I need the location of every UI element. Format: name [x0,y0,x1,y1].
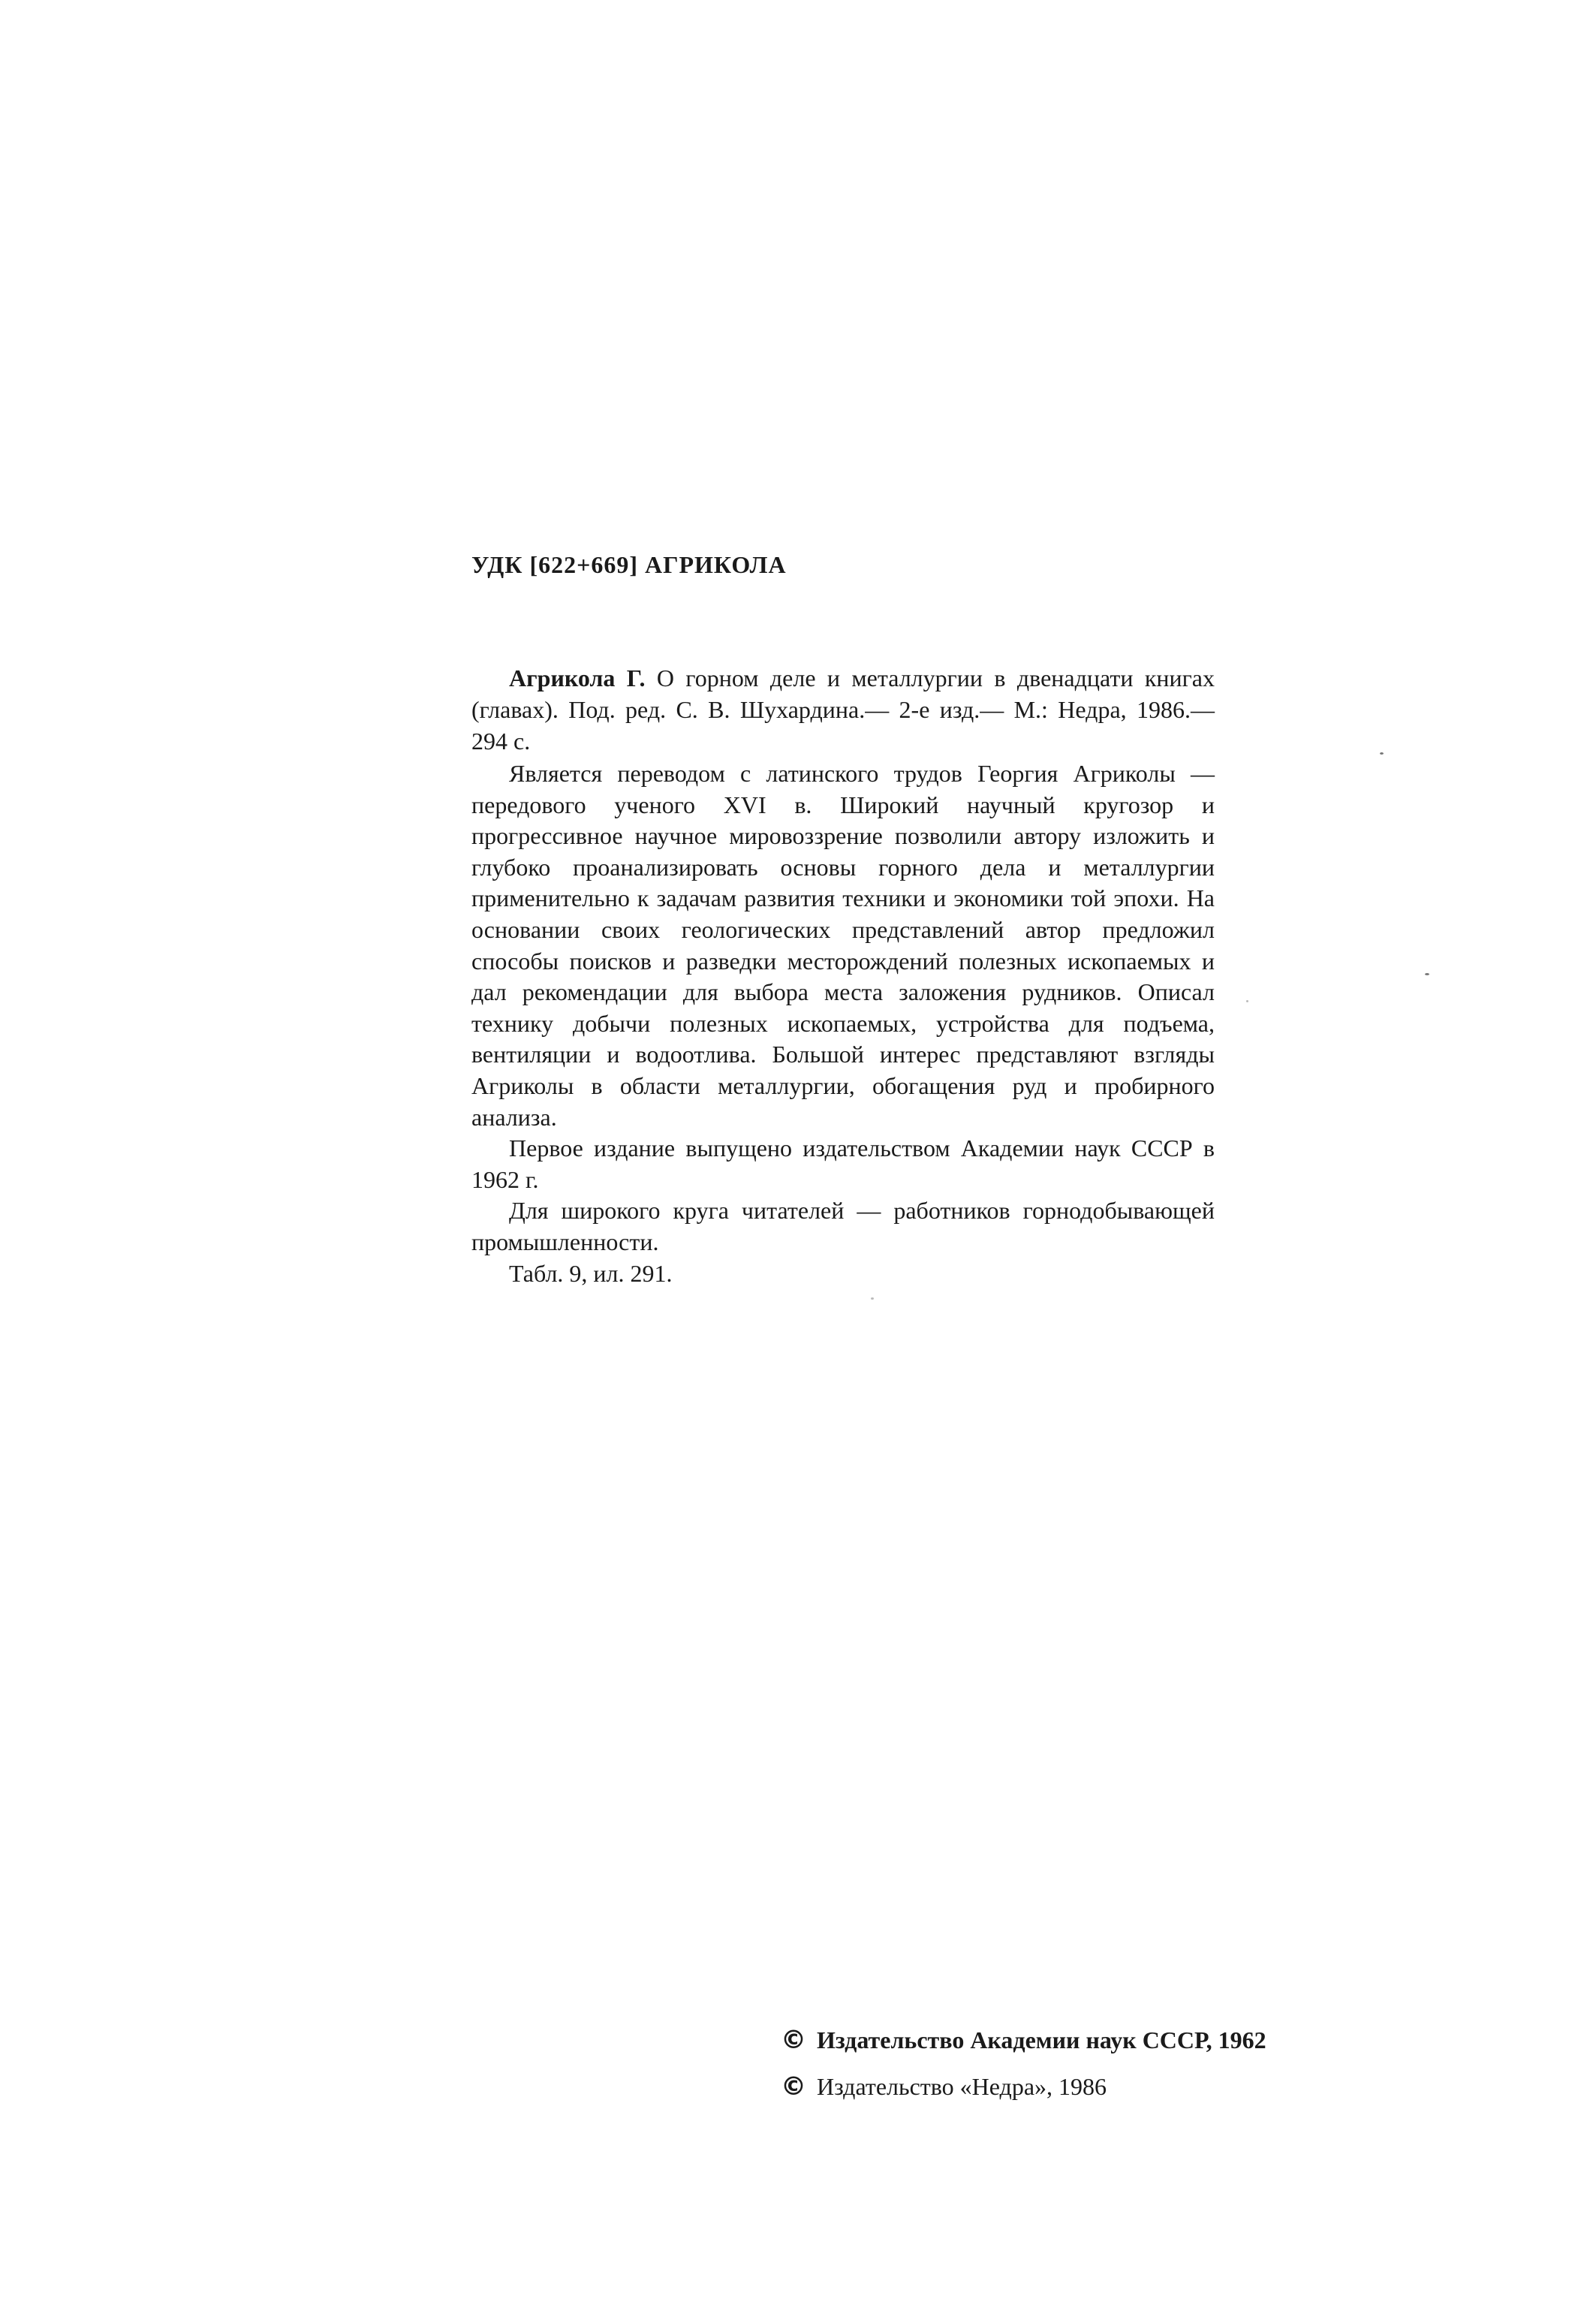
scan-speck [1425,973,1429,975]
annotation-paragraph: Для широкого круга читателей — работников горнодобывающей промышленности. [471,1197,1215,1255]
scan-speck [1380,752,1384,755]
udk-code: УДК [622+669] АГРИКОЛА [471,551,787,578]
copyright-text: Издательство «Недра», 1986 [817,2073,1107,2100]
copyright-text: Издательство Академии наук СССР, 1962 [817,2026,1266,2053]
scan-speck [1246,1000,1248,1002]
copyright-icon: © [781,2025,806,2055]
bibliographic-entry [471,662,1215,757]
copyright-line [781,2063,1266,2110]
bibliographic-text: О горном деле и металлургии в двенадцати книгах (главах). Под. ред. С. В. Шухардина.— 2-е изд.— М.: Недра, 1986.— 294 с. [471,664,1215,755]
copyright-icon: © [781,2071,806,2102]
copyright-block [781,2017,1266,2110]
author-name: Агрикола Г. [509,664,646,691]
annotation [471,758,1215,1289]
annotation-paragraph: Первое издание выпущено издательством Академии наук СССР в 1962 г. [471,1134,1215,1193]
annotation-paragraph: Табл. 9, ил. 291. [509,1259,673,1287]
scan-speck [871,1297,874,1300]
copyright-line [781,2017,1266,2063]
annotation-paragraph: Является переводом с латинского трудов Георгия Агриколы — передового ученого XVI в. Широкий научный кругозор и прогрессивное научное мировоззрение позволили автору изложить и глубоко проанализировать основы горного дела и металлургии применительно к задачам развития техники и экономики той эпохи. На основании своих геологических представлений автор предложил способы поисков и разведки месторождений полезных ископаемых и дал рекомендации для выбора места заложения рудников. Описал технику добычи полезных ископаемых, устройства для подъема, вентиляции и водоотлива. Большой интерес представляют взгляды Агриколы в области металлургии, обогащения руд и пробирного анализа. [471,760,1215,1131]
